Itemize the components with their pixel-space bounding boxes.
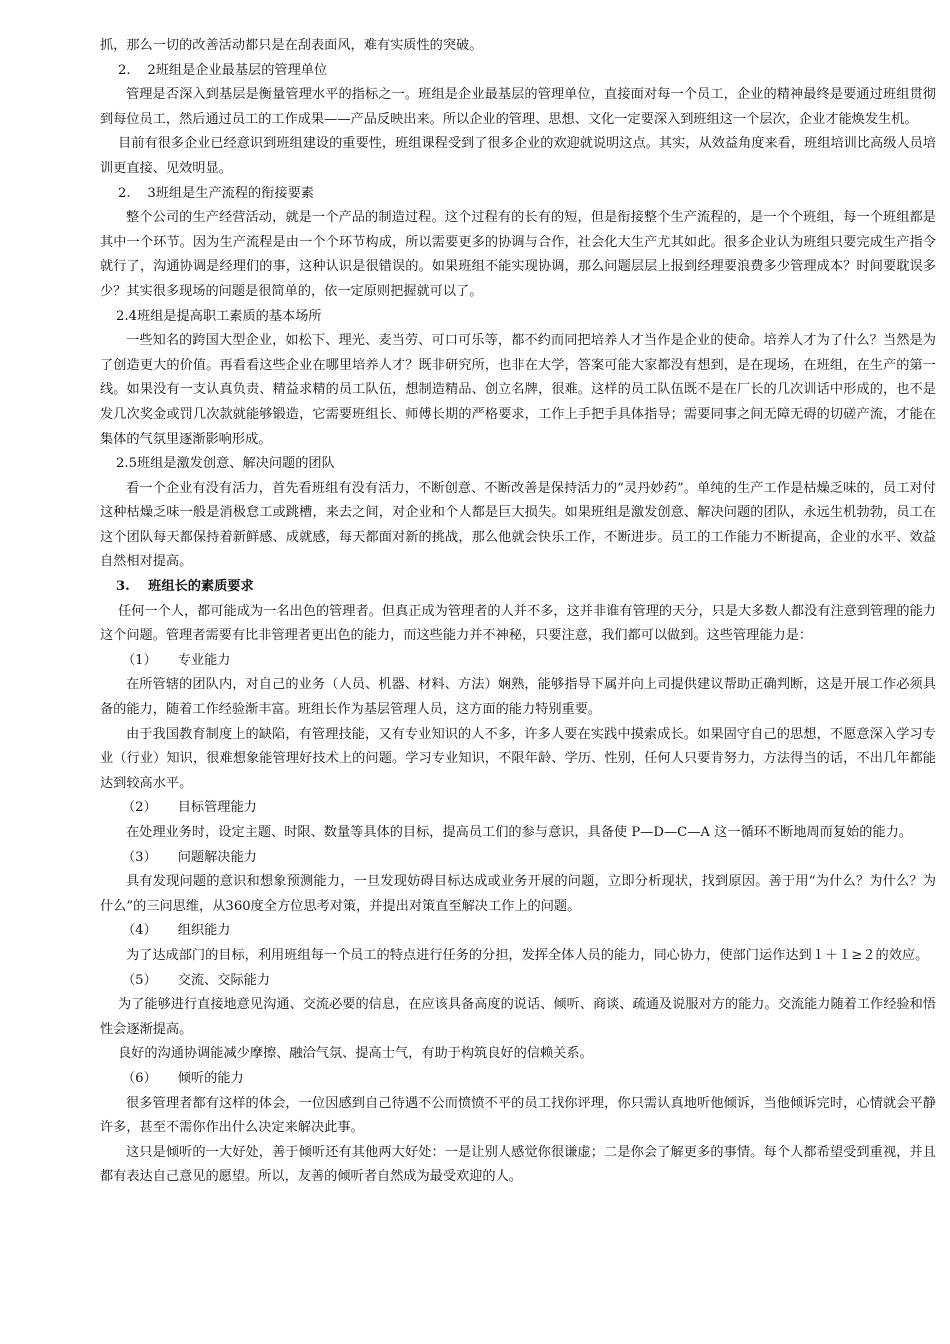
section-heading-3: 3. 班组长的素质要求 [116,579,254,595]
paragraph: 任何一个人，都可能成为一名出色的管理者。但真正成为管理者的人并不多，这并非谁有管理的天分，只是大多数人都没有注意到管理的能力这个问题。管理者需要有比非管理者更出色的能力，而这些能力并不神秘，只要注意，我们都可以做到。这些管理能力是： [100,603,936,644]
subheading-3: （3） 问题解决能力 [122,849,257,865]
subheading-5: （5） 交流、交际能力 [122,972,271,988]
section-heading-2-5: 2.5班组是激发创意、解决问题的团队 [116,456,335,472]
paragraph: 为了达成部门的目标，利用班组每一个员工的特点进行任务的分担，发挥全体人员的能力，同心协力，使部门运作达到１＋１≥２的效应。 [126,947,929,963]
section-heading-2-3: 2. 3班组是生产流程的衔接要素 [118,185,314,201]
paragraph: 整个公司的生产经营活动，就是一个产品的制造过程。这个过程有的长有的短，但是衔接整个生产流程的，是一个个班组，每一个班组都是其中一个环节。因为生产流程是由一个个环节构成，所以需要更多的协调与合作，社会化大生产尤其如此。很多企业认为班组只要完成生产指令就行了，沟通协调是经理们的事，这种认识是很错误的。如果班组不能实现协调，那么问题层层上报到经理要浪费多少管理成本？时间要耽误多少？其实很多现场的问题是很简单的，依一定原则把握就可以了。 [100,210,936,299]
paragraph: 目前有很多企业已经意识到班组建设的重要性，班组课程受到了很多企业的欢迎就说明这点。其实，从效益角度来看，班组培训比高级人员培训更直接、见效明显。 [100,136,936,176]
paragraph: 一些知名的跨国大型企业，如松下、理光、麦当劳、可口可乐等，都不约而同把培养人才当作是企业的使命。培养人才为了什么？当然是为了创造更大的价值。再看看这些企业在哪里培养人才？既非研究所，也非在大学，答案可能大家都没有想到，是在现场，在班组，在生产的第一线。如果没有一支认真负责、精益求精的员工队伍，想制造精品、创立名牌，很难。这样的员工队伍既不是在厂长的几次训话中形成的，也不是发几次奖金或罚几次款就能够锻造，它需要班组长、师傅长期的严格要求，工作上手把手具体指导；需要同事之间无障无碍的切磋产流，才能在集体的气氛里逐渐影响形成。 [100,333,936,447]
paragraph: 由于我国教育制度上的缺陷，有管理技能，又有专业知识的人不多，许多人要在实践中摸索成长。如果固守自己的思想，不愿意深入学习专业（行业）知识，很难想象能管理好技术上的问题。学习专业知识，不限年龄、学历、性别，任何人只要肯努力，方法得当的话，不出几年都能达到较高水平。 [100,726,936,791]
paragraph-continuation: 抓，那么一切的改善活动都只是在刮表面风，难有实质性的突破。 [100,38,483,53]
paragraph: 看一个企业有没有活力，首先看班组有没有活力，不断创意、不断改善是保持活力的“灵丹妙药”。单纯的生产工作是枯燥乏味的，员工对付这种枯燥乏味一般是消极怠工或跳槽，来去之间，对企业和个人都是巨大损失。如果班组是激发创意、解决问题的团队，永远生机勃勃，员工在这个团队每天都保持着新鲜感、成就感，每天都面对新的挑战，那么他就会快乐工作，不断进步。员工的工作能力不断提高，企业的水平、效益自然相对提高。 [100,480,936,570]
document-body [100,34,936,1190]
paragraph: 这只是倾听的一大好处，善于倾听还有其他两大好处：一是让别人感觉你很谦虚；二是你会了解更多的事情。每个人都希望受到重视，并且都有表达自己意见的愿望。所以，友善的倾听者自然成为最受欢迎的人。 [100,1144,936,1185]
subheading-2: （2） 目标管理能力 [122,800,257,816]
paragraph: 很多管理者都有这样的体会，一位因感到自己待遇不公而愤愤不平的员工找你评理，你只需认真地听他倾诉，当他倾诉完时，心情就会平静许多，甚至不需你作出什么决定来解决此事。 [100,1095,936,1136]
section-heading-2-4: 2.4班组是提高职工素质的基本场所 [116,308,322,324]
subheading-4: （4） 组织能力 [122,923,231,939]
subheading-6: （6） 倾听的能力 [122,1070,244,1086]
paragraph: 具有发现问题的意识和想象预测能力，一旦发现妨碍目标达成或业务开展的问题，立即分析现状，找到原因。善于用“为什么？为什么？为什么”的三问思维，从360度全方位思考对策，并提出对策直至解决工作上的问题。 [100,874,936,914]
paragraph: 良好的沟通协调能减少摩擦、融洽气氛、提高士气，有助于构筑良好的信赖关系。 [118,1046,593,1062]
paragraph: 为了能够进行直接地意见沟通、交流必要的信息，在应该具备高度的说话、倾听、商谈、疏通及说服对方的能力。交流能力随着工作经验和悟性会逐渐提高。 [100,997,936,1037]
paragraph: 在所管辖的团队内，对自己的业务（人员、机器、材料、方法）娴熟，能够指导下属并向上司提供建议帮助正确判断，这是开展工作必须具备的能力，随着工作经验渐丰富。班组长作为基层管理人员，这方面的能力特别重要。 [100,677,936,718]
section-heading-2-2: 2. 2班组是企业最基层的管理单位 [118,62,328,78]
paragraph: 在处理业务时，设定主题、时限、数量等具体的目标，提高员工们的参与意识，具备使 P—D—C—A 这一循环不断地周而复始的能力。 [126,825,912,840]
paragraph: 管理是否深入到基层是衡量管理水平的指标之一。班组是企业最基层的管理单位，直接面对每一个员工，企业的精神最终是要通过班组贯彻到每位员工，然后通过员工的工作成果——产品反映出来。所以企业的管理、思想、文化一定要深入到班组这一个层次，企业才能焕发生机。 [100,87,936,127]
subheading-1: （1） 专业能力 [122,652,231,668]
